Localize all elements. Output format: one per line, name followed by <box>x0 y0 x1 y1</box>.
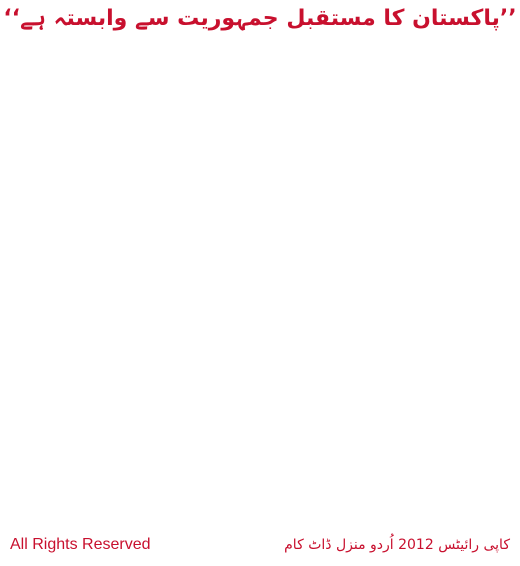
article-body <box>8 42 512 522</box>
footer <box>10 534 510 556</box>
article-headline: ’’پاکستان کا مستقبل جمہوریت سے وابستہ ہے‘‘ <box>3 6 517 31</box>
footer-rights: All Rights Reserved <box>10 536 151 553</box>
footer-copyright: کاپی رائیٹس 2012 اُردو منزل ڈاٹ کام <box>284 537 510 553</box>
